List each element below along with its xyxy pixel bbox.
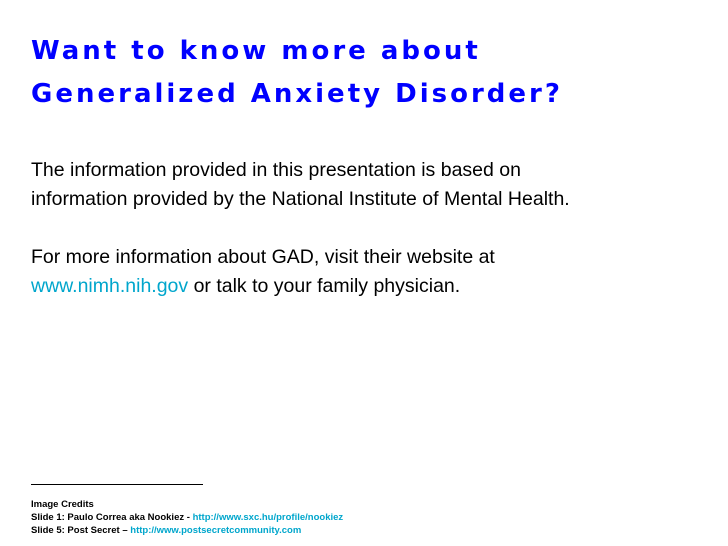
credit-slide-5-link[interactable]: http://www.postsecretcommunity.com (130, 525, 302, 536)
slide-title-line-2: Generalized Anxiety Disorder? (31, 79, 563, 109)
slide-title (31, 30, 721, 116)
credit-slide-5-text: Slide 5: Post Secret – (31, 525, 131, 536)
credits-divider (31, 484, 203, 485)
credit-slide-5 (31, 524, 721, 537)
image-credits (31, 498, 721, 537)
credit-slide-1 (31, 511, 721, 524)
slide-title-line-1: Want to know more about (31, 36, 481, 66)
source-paragraph-line-2: information provided by the National Institute of Mental Health. (31, 188, 570, 210)
more-info-line-2 (31, 272, 721, 301)
more-info-line-2-rest: or talk to your family physician. (188, 275, 461, 297)
nimh-website-link[interactable]: www.nimh.nih.gov (31, 275, 189, 297)
source-paragraph (31, 156, 721, 214)
credit-slide-1-text: Slide 1: Paulo Correa aka Nookiez - (31, 512, 193, 523)
more-info-line-1: For more information about GAD, visit their website at (31, 246, 495, 268)
more-info-paragraph (31, 243, 721, 301)
credit-slide-1-link[interactable]: http://www.sxc.hu/profile/nookiez (192, 512, 344, 523)
source-paragraph-line-1: The information provided in this presentation is based on (31, 159, 521, 181)
image-credits-heading: Image Credits (31, 499, 94, 510)
